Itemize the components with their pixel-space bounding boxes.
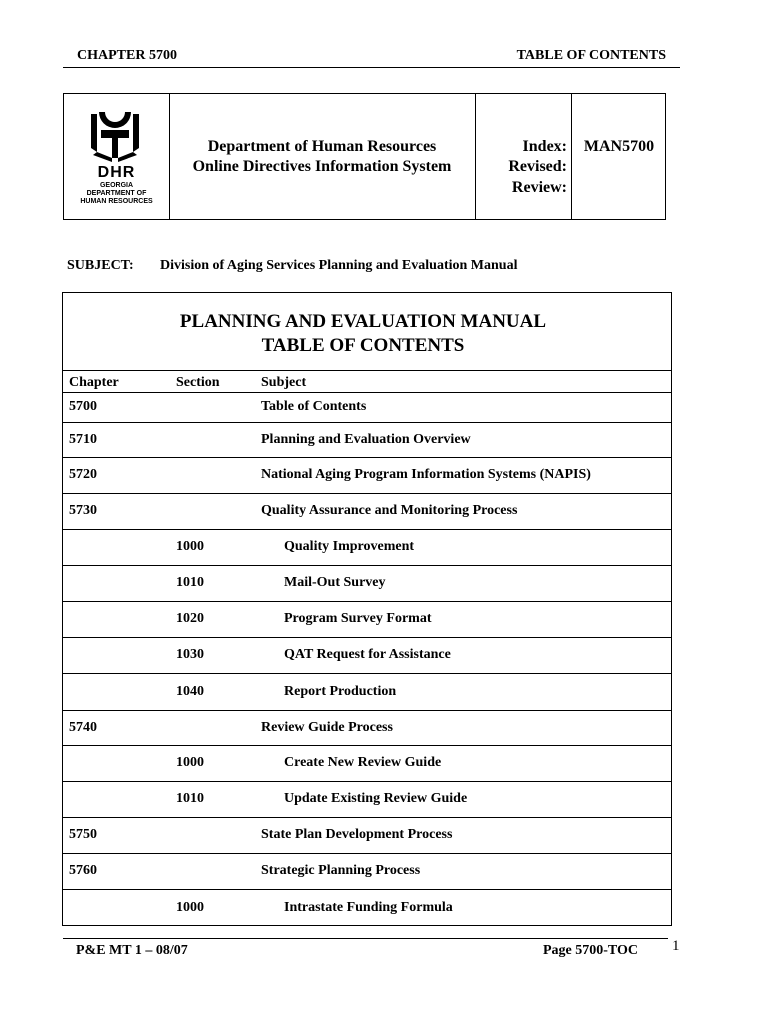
toc-row-chapter: 5760 <box>69 863 97 878</box>
toc-row-section: 1000 <box>176 539 204 554</box>
row-divider <box>63 529 671 530</box>
row-divider <box>63 601 671 602</box>
toc-row-chapter: 5700 <box>69 399 97 414</box>
toc-row-section: 1000 <box>176 900 204 915</box>
toc-title: PLANNING AND EVALUATION MANUAL <box>179 311 547 332</box>
footer-rule <box>63 938 668 939</box>
page-number: 1 <box>672 938 680 954</box>
index-label: Index: <box>522 138 567 155</box>
row-divider <box>63 422 671 423</box>
toc-row-section: 1030 <box>176 647 204 662</box>
toc-row-subject: Quality Improvement <box>284 539 415 554</box>
directive-info-box <box>63 93 666 220</box>
index-value-cell <box>571 94 667 219</box>
toc-row-section: 1010 <box>176 575 204 590</box>
row-divider <box>63 745 671 746</box>
row-divider <box>63 817 671 818</box>
footer-revision: P&E MT 1 – 08/07 <box>76 943 188 958</box>
toc-row-subject: National Aging Program Information Systems (NAPIS) <box>261 467 591 482</box>
toc-row-subject: QAT Request for Assistance <box>284 647 451 662</box>
logo-line2: HUMAN RESOURCES <box>80 198 153 205</box>
toc-table <box>62 292 672 926</box>
index-labels-cell <box>475 94 572 219</box>
row-divider <box>63 565 671 566</box>
row-divider <box>63 853 671 854</box>
toc-row-subject: Strategic Planning Process <box>261 863 421 878</box>
toc-row-subject: Create New Review Guide <box>284 755 442 770</box>
header-divider <box>63 392 671 393</box>
department-cell <box>169 94 476 219</box>
toc-row-subject: Update Existing Review Guide <box>284 791 468 806</box>
header-rule <box>63 67 680 68</box>
toc-subtitle: TABLE OF CONTENTS <box>261 335 465 356</box>
subject-label: SUBJECT: <box>67 258 134 273</box>
logo-line1: DEPARTMENT OF <box>86 190 147 197</box>
review-label: Review: <box>511 179 567 196</box>
toc-row-subject: Intrastate Funding Formula <box>284 900 453 915</box>
row-divider <box>63 637 671 638</box>
subject-column-header: Subject <box>261 375 307 390</box>
department-name: Department of Human Resources <box>207 138 437 155</box>
toc-row-subject: Program Survey Format <box>284 611 432 626</box>
section-column-header: Section <box>176 375 220 390</box>
section-label: TABLE OF CONTENTS <box>516 48 666 63</box>
toc-row-chapter: 5730 <box>69 503 97 518</box>
dhr-logo-icon <box>85 108 145 164</box>
toc-row-subject: Report Production <box>284 684 397 699</box>
toc-row-section: 1040 <box>176 684 204 699</box>
toc-row-chapter: 5750 <box>69 827 97 842</box>
toc-row-section: 1020 <box>176 611 204 626</box>
toc-row-chapter: 5710 <box>69 432 97 447</box>
toc-row-subject: Mail-Out Survey <box>284 575 386 590</box>
chapter-column-header: Chapter <box>69 375 119 390</box>
subject-value: Division of Aging Services Planning and Evaluation Manual <box>160 258 518 273</box>
index-value: MAN5700 <box>583 138 655 155</box>
logo-mark: DHR <box>97 164 136 181</box>
row-divider <box>63 889 671 890</box>
logo-cell <box>64 94 170 219</box>
footer-page-ref: Page 5700-TOC <box>543 943 639 958</box>
toc-row-chapter: 5720 <box>69 467 97 482</box>
toc-row-subject: Quality Assurance and Monitoring Process <box>261 503 518 518</box>
row-divider <box>63 710 671 711</box>
row-divider <box>63 673 671 674</box>
toc-row-chapter: 5740 <box>69 720 97 735</box>
toc-row-section: 1010 <box>176 791 204 806</box>
revised-label: Revised: <box>508 158 567 175</box>
system-name: Online Directives Information System <box>192 158 452 175</box>
row-divider <box>63 493 671 494</box>
chapter-label: CHAPTER 5700 <box>77 48 177 63</box>
toc-row-section: 1000 <box>176 755 204 770</box>
toc-row-subject: Review Guide Process <box>261 720 393 735</box>
toc-row-subject: State Plan Development Process <box>261 827 453 842</box>
row-divider <box>63 457 671 458</box>
toc-row-subject: Planning and Evaluation Overview <box>261 432 471 447</box>
toc-row-subject: Table of Contents <box>261 399 367 414</box>
title-divider <box>63 370 671 371</box>
logo-state: GEORGIA <box>99 182 134 189</box>
row-divider <box>63 781 671 782</box>
